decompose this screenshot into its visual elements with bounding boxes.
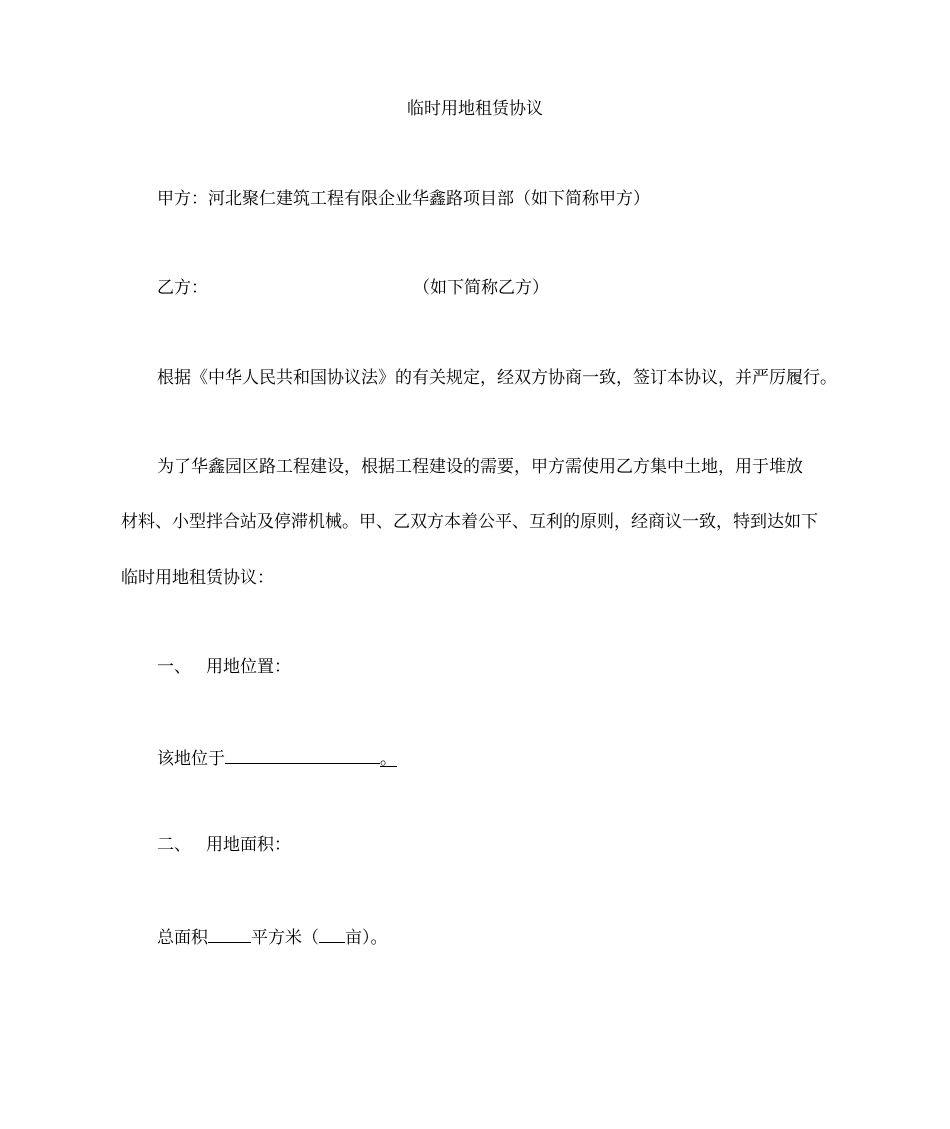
party-a-label: 甲方： [157, 189, 208, 209]
location-blank [225, 745, 380, 764]
area-sqm-blank [208, 924, 251, 943]
area-mu-blank [319, 924, 345, 943]
location-prefix: 该地位于 [157, 749, 225, 769]
party-b-suffix: （如下简称乙方） [413, 278, 549, 298]
location-period: 。 [380, 749, 397, 769]
basis-paragraph: 根据《中华人民共和国协议法》的有关规定，经双方协商一致，签订本协议，并严厉履行。 [157, 368, 837, 388]
area-prefix: 总面积 [157, 928, 208, 948]
section-1-heading [157, 656, 291, 678]
party-b-line [157, 277, 549, 299]
section-1-number: 一、 [157, 657, 191, 677]
purpose-line-2: 材料、小型拌合站及停滞机械。甲、乙双方本着公平、互利的原则，经商议一致，特到达如下 [121, 512, 818, 532]
area-unit-sqm: 平方米（ [251, 928, 319, 948]
section-2-title: 用地面积： [206, 835, 291, 855]
location-line [157, 745, 397, 770]
section-2-heading [157, 834, 291, 856]
purpose-line-1: 为了华鑫园区路工程建设，根据工程建设的需要，甲方需使用乙方集中土地，用于堆放 [157, 457, 803, 477]
document-title: 临时用地租赁协议 [407, 99, 543, 119]
party-a-text: 河北聚仁建筑工程有限企业华鑫路项目部（如下简称甲方） [208, 189, 650, 209]
area-unit-mu: 亩）。 [345, 928, 388, 948]
party-a-line [157, 188, 650, 210]
party-b-label: 乙方： [157, 278, 208, 298]
area-line [157, 924, 388, 949]
section-2-number: 二、 [157, 835, 191, 855]
purpose-line-3: 临时用地租赁协议： [121, 568, 274, 588]
section-1-title: 用地位置： [206, 657, 291, 677]
